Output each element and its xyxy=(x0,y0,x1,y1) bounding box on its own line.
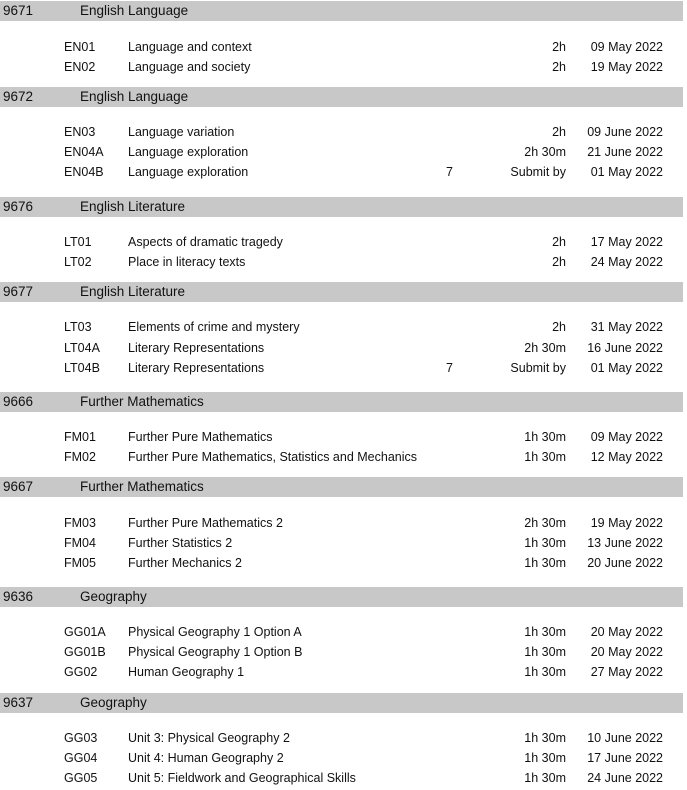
paper-code: FM03 xyxy=(64,516,96,530)
subject-name: English Language xyxy=(80,89,189,104)
paper-row xyxy=(0,665,687,683)
paper-code: EN04A xyxy=(64,145,104,159)
paper-code: LT04B xyxy=(64,361,100,375)
paper-row xyxy=(0,625,687,643)
paper-row xyxy=(0,145,687,163)
paper-duration: 2h xyxy=(552,125,566,139)
subject-name: English Literature xyxy=(80,199,186,214)
paper-title: Further Pure Mathematics, Statistics and Mechanics xyxy=(128,450,418,464)
paper-duration: 1h 30m xyxy=(524,450,566,464)
paper-title: Physical Geography 1 Option A xyxy=(128,625,302,639)
paper-row xyxy=(0,516,687,534)
paper-title: Unit 3: Physical Geography 2 xyxy=(128,731,290,745)
paper-row xyxy=(0,60,687,78)
paper-row xyxy=(0,771,687,789)
paper-row xyxy=(0,536,687,554)
paper-code: FM04 xyxy=(64,536,96,550)
paper-code: LT02 xyxy=(64,255,92,269)
paper-date: 09 June 2022 xyxy=(587,125,663,139)
paper-code: LT04A xyxy=(64,341,100,355)
paper-duration: 2h 30m xyxy=(524,145,566,159)
paper-title: Unit 5: Fieldwork and Geographical Skills xyxy=(128,771,356,785)
subject-name: Geography xyxy=(80,695,147,710)
paper-date: 20 June 2022 xyxy=(587,556,663,570)
subject-header xyxy=(0,1,683,21)
paper-row xyxy=(0,645,687,663)
subject-header xyxy=(0,87,683,107)
paper-duration: 2h xyxy=(552,235,566,249)
paper-code: EN01 xyxy=(64,40,96,54)
paper-date: 17 May 2022 xyxy=(590,235,663,249)
paper-title: Aspects of dramatic tragedy xyxy=(128,235,283,249)
paper-date: 20 May 2022 xyxy=(590,625,663,639)
paper-date: 10 June 2022 xyxy=(587,731,663,745)
paper-duration: 2h 30m xyxy=(524,516,566,530)
paper-duration: 2h xyxy=(552,40,566,54)
paper-code: EN03 xyxy=(64,125,96,139)
paper-date: 19 May 2022 xyxy=(590,60,663,74)
paper-duration: 1h 30m xyxy=(524,731,566,745)
paper-title: Language variation xyxy=(128,125,235,139)
paper-title: Human Geography 1 xyxy=(128,665,245,679)
paper-duration: Submit by xyxy=(510,165,566,179)
subject-code: 9636 xyxy=(3,589,34,604)
paper-title: Elements of crime and mystery xyxy=(128,320,300,334)
paper-date: 27 May 2022 xyxy=(590,665,663,679)
paper-title: Further Pure Mathematics 2 xyxy=(128,516,283,530)
paper-date: 09 May 2022 xyxy=(590,430,663,444)
subject-header xyxy=(0,477,683,497)
paper-title: Unit 4: Human Geography 2 xyxy=(128,751,284,765)
paper-code: GG03 xyxy=(64,731,98,745)
subject-code: 9637 xyxy=(3,695,34,710)
paper-code: FM05 xyxy=(64,556,96,570)
paper-row xyxy=(0,751,687,769)
paper-duration: 2h 30m xyxy=(524,341,566,355)
paper-duration: 1h 30m xyxy=(524,430,566,444)
paper-row xyxy=(0,165,687,183)
paper-date: 09 May 2022 xyxy=(590,40,663,54)
paper-title: Literary Representations xyxy=(128,361,265,375)
paper-date: 17 June 2022 xyxy=(587,751,663,765)
paper-date: 12 May 2022 xyxy=(590,450,663,464)
paper-date: 16 June 2022 xyxy=(587,341,663,355)
subject-code: 9676 xyxy=(3,199,34,214)
paper-duration: Submit by xyxy=(510,361,566,375)
subject-name: Further Mathematics xyxy=(80,479,204,494)
paper-title: Further Statistics 2 xyxy=(128,536,233,550)
subject-header xyxy=(0,693,683,713)
paper-row xyxy=(0,320,687,338)
paper-title: Further Mechanics 2 xyxy=(128,556,242,570)
paper-code: EN04B xyxy=(64,165,104,179)
paper-duration: 1h 30m xyxy=(524,665,566,679)
subject-name: English Literature xyxy=(80,284,186,299)
subject-code: 9666 xyxy=(3,394,34,409)
paper-date: 19 May 2022 xyxy=(590,516,663,530)
paper-date: 01 May 2022 xyxy=(590,361,663,375)
paper-duration: 1h 30m xyxy=(524,556,566,570)
paper-title: Language exploration xyxy=(128,165,249,179)
paper-date: 31 May 2022 xyxy=(590,320,663,334)
paper-row xyxy=(0,235,687,253)
subject-header xyxy=(0,197,683,217)
paper-date: 21 June 2022 xyxy=(587,145,663,159)
paper-code: EN02 xyxy=(64,60,96,74)
subject-header xyxy=(0,282,683,302)
paper-row xyxy=(0,361,687,379)
paper-code: FM02 xyxy=(64,450,96,464)
paper-duration: 2h xyxy=(552,255,566,269)
paper-row xyxy=(0,450,687,468)
paper-code: FM01 xyxy=(64,430,96,444)
paper-row xyxy=(0,341,687,359)
paper-duration: 2h xyxy=(552,320,566,334)
paper-code: LT01 xyxy=(64,235,92,249)
paper-row xyxy=(0,731,687,749)
paper-date: 20 May 2022 xyxy=(590,645,663,659)
paper-date: 13 June 2022 xyxy=(587,536,663,550)
paper-row xyxy=(0,40,687,58)
paper-title: Further Pure Mathematics xyxy=(128,430,273,444)
paper-extra: 7 xyxy=(446,361,453,375)
paper-duration: 1h 30m xyxy=(524,645,566,659)
paper-code: GG01A xyxy=(64,625,106,639)
subject-code: 9667 xyxy=(3,479,34,494)
paper-date: 24 June 2022 xyxy=(587,771,663,785)
subject-header xyxy=(0,587,683,607)
paper-duration: 1h 30m xyxy=(524,771,566,785)
paper-extra: 7 xyxy=(446,165,453,179)
subject-name: Geography xyxy=(80,589,147,604)
subject-name: Further Mathematics xyxy=(80,394,204,409)
paper-duration: 1h 30m xyxy=(524,625,566,639)
subject-name: English Language xyxy=(80,3,189,18)
paper-code: GG02 xyxy=(64,665,98,679)
paper-title: Language and context xyxy=(128,40,252,54)
paper-title: Language exploration xyxy=(128,145,249,159)
paper-row xyxy=(0,430,687,448)
paper-duration: 1h 30m xyxy=(524,751,566,765)
subject-code: 9677 xyxy=(3,284,34,299)
paper-duration: 2h xyxy=(552,60,566,74)
paper-date: 24 May 2022 xyxy=(590,255,663,269)
paper-row xyxy=(0,556,687,574)
paper-date: 01 May 2022 xyxy=(590,165,663,179)
paper-row xyxy=(0,255,687,273)
paper-code: GG05 xyxy=(64,771,98,785)
paper-title: Place in literacy texts xyxy=(128,255,246,269)
paper-code: LT03 xyxy=(64,320,92,334)
paper-row xyxy=(0,125,687,143)
subject-code: 9672 xyxy=(3,89,34,104)
paper-title: Language and society xyxy=(128,60,251,74)
paper-title: Literary Representations xyxy=(128,341,265,355)
paper-duration: 1h 30m xyxy=(524,536,566,550)
paper-code: GG04 xyxy=(64,751,98,765)
subject-code: 9671 xyxy=(3,3,34,18)
paper-title: Physical Geography 1 Option B xyxy=(128,645,303,659)
paper-code: GG01B xyxy=(64,645,106,659)
subject-header xyxy=(0,392,683,412)
